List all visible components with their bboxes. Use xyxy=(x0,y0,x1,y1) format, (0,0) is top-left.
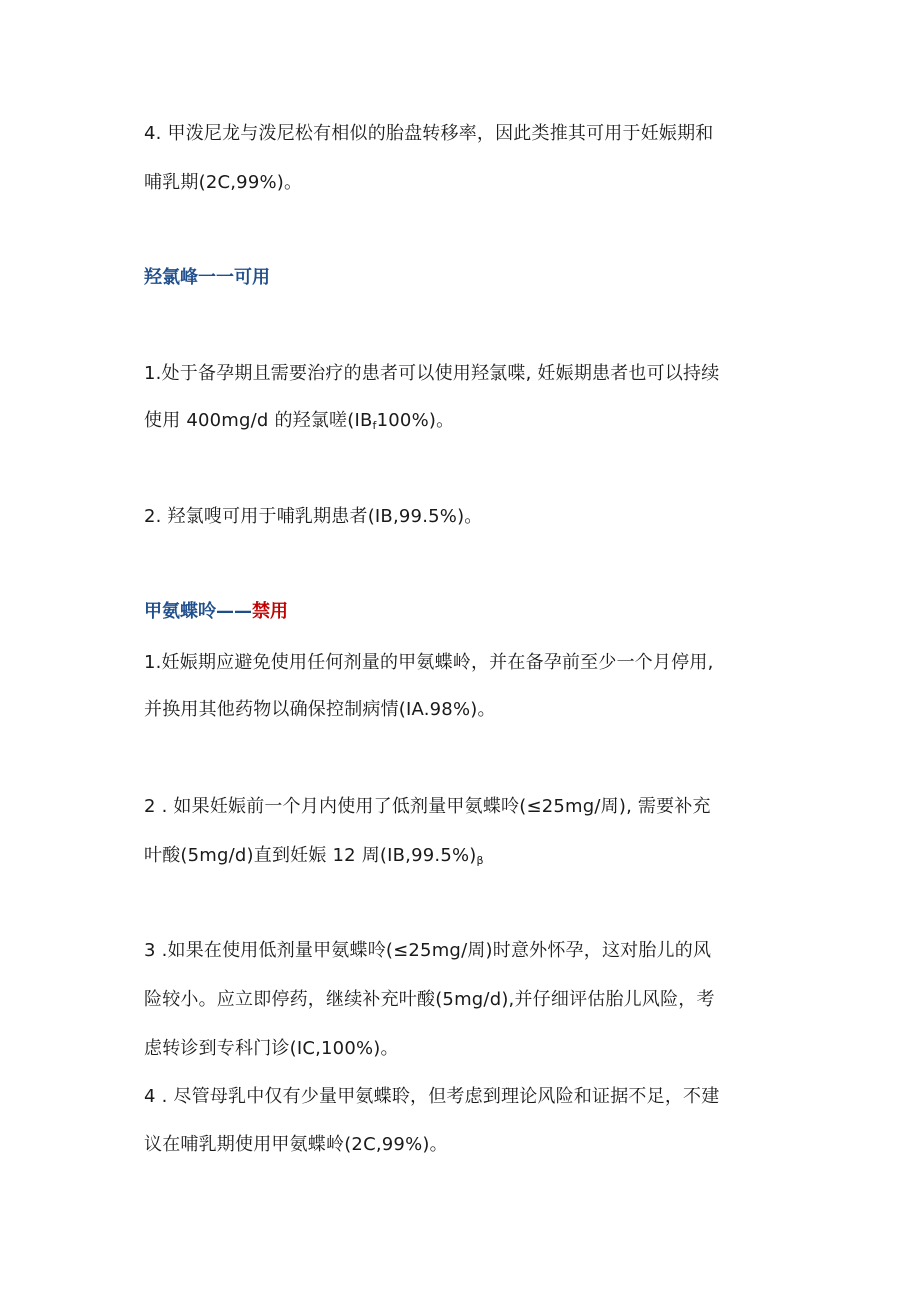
paragraph-line: 哺乳期(2C,99%)。 xyxy=(144,172,303,193)
heading-contraindicated: 禁用 xyxy=(252,601,288,622)
paragraph-line: 并换用其他药物以确保控制病情(IA.98%)。 xyxy=(144,699,496,720)
paragraph-line: 4 . 尽管母乳中仅有少量甲氨蝶聆，但考虑到理论风险和证据不足，不建 xyxy=(144,1086,720,1107)
section-heading-methotrexate xyxy=(144,600,288,624)
paragraph-line: 1.处于备孕期且需要治疗的患者可以使用羟氯喋, 妊娠期患者也可以持续 xyxy=(144,363,720,384)
paragraph-line xyxy=(144,409,454,433)
paragraph-line: 2 . 如果妊娠前一个月内使用了低剂量甲氨蝶呤(≤25mg/周), 需要补充 xyxy=(144,796,711,817)
paragraph-line: 4. 甲泼尼龙与泼尼松有相似的胎盘转移率，因此类推其可用于妊娠期和 xyxy=(144,123,714,144)
paragraph-line: 议在哺乳期使用甲氨蝶岭(2C,99%)。 xyxy=(144,1134,448,1155)
section-heading-hydroxychloroquine: 羟氯峰一一可用 xyxy=(144,267,270,288)
paragraph-line: 1.妊娠期应避免使用任何剂量的甲氨蝶岭，并在备孕前至少一个月停用, xyxy=(144,652,714,673)
subscript: f xyxy=(372,419,377,432)
paragraph-line: 3 .如果在使用低剂量甲氨蝶呤(≤25mg/周)时意外怀孕，这对胎儿的风 xyxy=(144,940,712,961)
paragraph-line: 险较小。应立即停药，继续补充叶酸(5mg/d),并仔细评估胎儿风险，考 xyxy=(144,989,715,1010)
heading-drug-name: 甲氨蝶呤—— xyxy=(144,601,252,622)
paragraph-line: 2. 羟氯嗖可用于哺乳期患者(IB,99.5%)。 xyxy=(144,506,483,527)
text-span: 100%)。 xyxy=(376,410,455,431)
paragraph-line xyxy=(144,844,484,868)
subscript: β xyxy=(476,854,484,867)
text-span: 叶酸(5mg/d)直到妊娠 12 周(IB,99.5%) xyxy=(144,845,477,866)
text-span: 使用 400mg/d 的羟氯嗟(IB xyxy=(144,410,373,431)
paragraph-line: 虑转诊到专科门诊(IC,100%)。 xyxy=(144,1038,399,1059)
